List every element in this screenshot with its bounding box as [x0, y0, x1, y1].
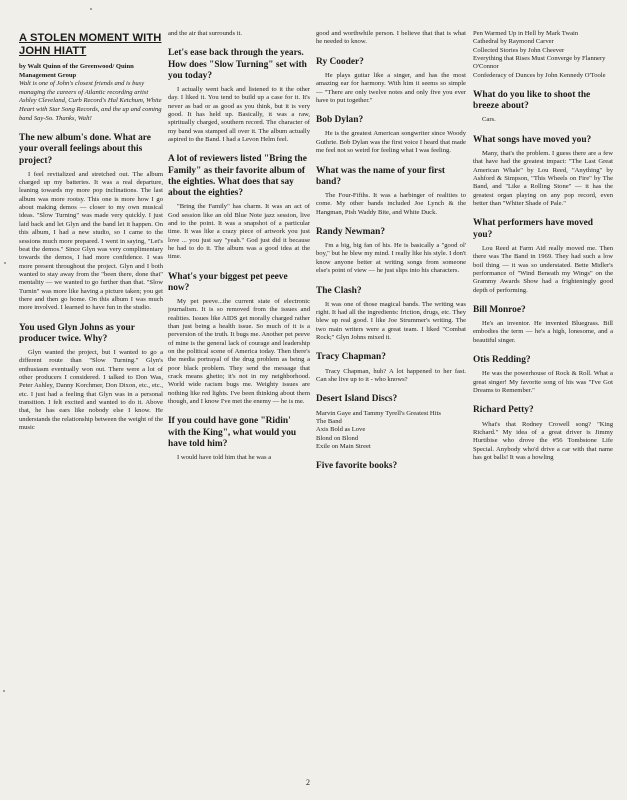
scan-speck: [3, 690, 5, 692]
question-heading: Five favorite books?: [316, 461, 398, 472]
answer-text: He plays guitar like a singer, and has the most amazing ear for harmony. With him it seems so simple — "There are only twelve notes and only five you ever have to put together.": [316, 71, 466, 104]
answer-text: Glyn wanted the project, but I wanted to go a different route than "Slow Turning." Glyn's enthusiasm eventually won out. There were a lot of other producers I considered. I talked to Don Was, Peter Ashley, Danny Korchmer, Don Dixon, etc., etc., etc. I just had a feeling that Glyn was in a personal transition. I felt excited and wanted to do it. Above that, he has ears like nobody else I know. He understands the relationship between the weight of the music: [19, 349, 163, 432]
question-heading: What's your biggest pet peeve now?: [168, 271, 288, 293]
disc-list-item: Blond on Blond: [316, 434, 359, 442]
book-list-item: Pen Warmed Up in Hell by Mark Twain: [473, 30, 579, 37]
question-heading: You used Glyn Johns as your producer twice. Why?: [19, 322, 135, 344]
answer-text: Many, that's the problem. I guess there are a few that have had the greatest impact: "The Last Great American Whale" by Lou Reed, "Anything" by Ashford & Simpson, "This Wheels on Fire" by The Band, and "Like a Rolling Stone" — it has the greatest organ playing on any pop record, even better than "Whiter Shade of Pale.": [473, 150, 613, 208]
scan-speck: [90, 8, 92, 10]
answer-text: I actually went back and listened to it the other day. I liked it. You tend to build up a case for it. It's never as bad or as good as you think, but it is very good. It has held up. Basically, it was a raw, spiritually charged, southern record. The character of my band was stamped all over it. The album actually aspired to the Band. I had a Levon Helm feel.: [168, 85, 310, 144]
answer-text: I feel revitalized and stretched out. The album charged up my batteries. It was a real departure, leaning towards my more pop inclinations. The last album was more rootsy. This one is more how I go about making demos — closer to my own musical ideas. "Slow Turning" was made very quickly. I just laid back and let Glyn and the band let it happen. On this album, I had a new studio, so I came to the sessions much more prepared. I went in saying, "Let's beat the demos." Since Glyn was very complimentary towards the demos, I had more confidence. I was more present throughout the project. Glyn and I both wanted to stay away from the "been there, done that" mentality — we wanted to go further than that. "Slow Turnin" was more like having a picture taken; you get there and then go home. On this album I was much more involved. I learned to have fun in the studio.: [19, 170, 163, 312]
answer-text: He's an inventor. He invented Bluegrass. Bill embodies the term — he's a high, lonesome, and a beautiful singer.: [473, 320, 613, 344]
question-heading: A lot of reviewers listed "Bring the Family" as their favorite album of the eighties. What does that say about the eighties?: [168, 154, 307, 198]
question-heading: What songs have moved you?: [473, 134, 592, 145]
disc-list-item: Exile on Main Street: [316, 442, 371, 450]
answer-text: Cars.: [482, 116, 496, 124]
question-heading: Otis Redding?: [473, 355, 531, 366]
column-3: [316, 30, 466, 476]
book-list-item: Confederacy of Dunces by John Kennedy O'Toole: [473, 71, 606, 79]
question-heading: If you could have gone "Ridin' with the King", what would you have told him?: [168, 416, 297, 449]
question-heading: Randy Newman?: [316, 226, 386, 237]
answer-text: What's that Rodney Crowell song? "King Richard." My idea of a great driver is Jimmy Hurtibise who drove the #56 Tombstone Life Special. Anybody who'd drive a car with that name has got balls! It was a howling: [473, 420, 613, 461]
article-intro: Walt is one of John's closest friends and is busy managing the careers of Atlantic recording artist Ashley Cleveland, Curb Record's Hal Ketchum, White Heart with Star Song Records, and the up and coming band Say-So. Thanks, Walt!: [19, 80, 162, 122]
question-heading: Bob Dylan?: [316, 115, 364, 126]
question-heading: Richard Petty?: [473, 405, 534, 416]
book-list-item: Collected Stories by John Cheever: [473, 46, 565, 54]
answer-text: Lou Reed at Farm Aid really moved me. Then there was The Band in 1969. They had such a low boil thing — it was so understated. Bette Midler's performance of "Wind Beneath my Wings" on the Grammy Awards Show had a frighteningly good depth of performing.: [473, 244, 613, 294]
disc-list-item: Axis Bold as Love: [316, 426, 366, 434]
question-heading: The new album's done. What are your overall feelings about this project?: [19, 133, 151, 166]
answer-text: "Bring the Family" has charm. It was an act of God session like an old Blue Note jazz session, live and to the point. It was a snapshot of a particular time. It was like a crazy piece of artwork you just love ... you just say "yeah." God just did it because he had to do it. The album was a good idea at the time.: [168, 203, 310, 261]
answer-text: The Four-Fifths. It was a harbinger of realities to come. My other bands included Joe Lynch & the Hangman, Pish Waddy Bite, and White Duck.: [316, 191, 466, 216]
answer-text: I would have told him that he was a: [177, 454, 272, 462]
answer-text: My pet peeve...the current state of electronic journalism. It is so removed from the issues and realities. Issues like AIDS get morally charged rather than just being a health issue. So much of it is a perversion of the truth. It bugs me. Another pet peeve of mine is the general lack of courage and leadership on the political scene of America today. Then there's the media portrayal of the drug problem as being a poor black problem. They send the message that crack means ghetto; it's not in my neighborhood. World wide racism bugs me. Weighty issues are nothing like red lights. I've been thinking about them though, and I know I've met the enemy — he is me.: [168, 297, 310, 406]
question-heading: Desert Island Discs?: [316, 394, 398, 405]
question-heading: Bill Monroe?: [473, 304, 526, 315]
answer-text: It was one of those magical bands. The writing was right. It had all the ingredients: friction, drugs, etc. They blew up real good. I like Joe Strummer's writing. The two main writers were a great team. I liked "Combat Rock;" Glyn Johns mixed it.: [316, 300, 466, 342]
question-heading: Ry Cooder?: [316, 56, 364, 67]
question-heading: What performers have moved you?: [473, 218, 594, 240]
answer-text: Tracy Chapman, huh? A lot happened to her fast. Can she live up to it - who knows?: [316, 367, 466, 383]
disc-list-item: Marvin Gaye and Tammy Tyrell's Greatest Hits: [316, 409, 441, 417]
article-title: A STOLEN MOMENT WITH JOHN HIATT: [19, 32, 162, 57]
column-2: [168, 30, 310, 464]
article-byline: by Walt Quinn of the Greenwood/ Quinn Management Group: [19, 63, 134, 79]
column-4: [473, 30, 613, 464]
answer-text: I'm a big, big fan of his. He is basically a "good ol' boy," but he blew my mind. I really like his style. I don't know anyone better at writing songs from someone else's point of view — he just slips into his characters.: [316, 242, 466, 275]
question-heading: Tracy Chapman?: [316, 352, 386, 363]
column-1: [19, 30, 163, 434]
page-number: 2: [306, 778, 310, 787]
book-list-item: Cathedral by Raymond Carver: [473, 38, 554, 46]
question-heading: What was the name of your first band?: [316, 165, 445, 187]
continued-text: good and worthwhile person. I believe that that is what he needed to know.: [316, 30, 466, 46]
question-heading: What do you like to shoot the breeze about?: [473, 90, 591, 112]
answer-text: He is the greatest American songwriter since Woody Guthrie. Bob Dylan was the first voice I heard that made me feel not so weird for feeling what I was feeling.: [316, 130, 466, 155]
answer-text: He was the powerhouse of Rock & Roll. What a great singer! My favorite song of his was "I've Got Dreams to Remember.": [473, 370, 613, 395]
scan-speck: [4, 262, 6, 264]
question-heading: Let's ease back through the years. How does "Slow Turning" set with you today?: [168, 48, 307, 81]
continued-text: and the air that surrounds it.: [168, 30, 242, 37]
question-heading: The Clash?: [316, 285, 362, 296]
disc-list-item: The Band: [316, 417, 342, 425]
book-list-item: Everything that Rises Must Converge by Flannery O'Connor: [473, 55, 606, 71]
